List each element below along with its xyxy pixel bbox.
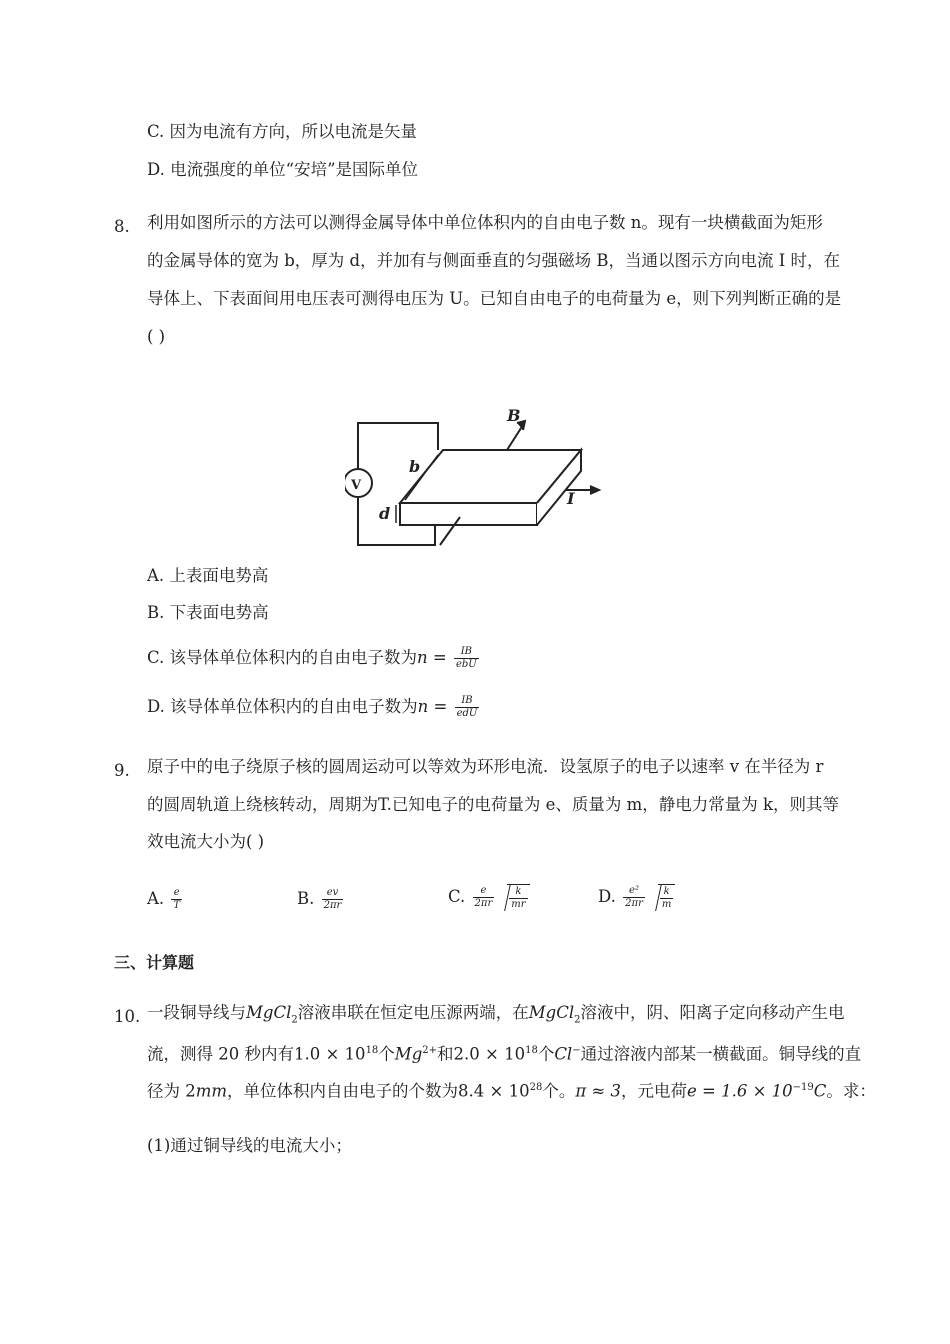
fraction: $\frac{IB}{\text{edU}}$ <box>456 695 478 719</box>
q7-option-c: C. 因为电流有方向，所以电流是矢量 <box>147 122 418 141</box>
q8-number: 8. <box>114 217 130 236</box>
q9-option-c: C. $\frac{e}{2\pi r}$ $\frac{k}{mr}$ <box>448 884 530 911</box>
hall-effect-figure <box>345 405 615 555</box>
label-b: b <box>409 457 421 476</box>
q9-stem-line2: 的圆周轨道上绕核转动，周期为T.已知电子的电荷量为 e、质量为 m，静电力常量为 k，则其等 <box>147 795 839 814</box>
q8-stem-line2: 的金属导体的宽为 b，厚为 d，并加有与侧面垂直的匀强磁场 B，当通以图示方向电流 I 时，在 <box>147 251 840 270</box>
label-B: B <box>507 406 521 425</box>
q9-option-a: A. $\frac{e}{T}$ <box>147 887 181 911</box>
q9-number: 9. <box>114 761 130 780</box>
label-d: d <box>379 504 391 523</box>
q8-option-c: C. 该导体单位体积内的自由电子数为n = $\frac{IB}{\text{ebU}}$ <box>147 646 477 670</box>
q10-stem-line1: 一段铜导线与MgCl$_2$溶液串联在恒定电压源两端，在MgCl$_2$溶液中，阴、阳离子定向移动产生电 <box>147 1003 845 1026</box>
q7-option-d: D. 电流强度的单位“安培”是国际单位 <box>147 160 419 179</box>
q10-number: 10. <box>114 1007 141 1026</box>
section-title: 三、计算题 <box>114 953 195 972</box>
q8-stem-line1: 利用如图所示的方法可以测得金属导体中单位体积内的自由电子数 n。现有一块横截面为矩形 <box>147 213 823 232</box>
voltmeter-label: V <box>351 478 362 493</box>
q10-subquestion-1: (1)通过铜导线的电流大小； <box>147 1136 352 1155</box>
q10-stem-line3: 径为 2mm，单位体积内自由电子的个数为$8.4 \times 10^{28}$个。π ≈ 3，元电荷$e = 1.6 \times 10^{-19}C$。求： <box>147 1081 876 1101</box>
fraction: $\frac{IB}{\text{ebU}}$ <box>455 646 477 670</box>
q8-option-d: D. 该导体单位体积内的自由电子数为n = $\frac{IB}{\text{edU}}$ <box>147 695 478 719</box>
q8-stem-line4: ( ) <box>147 327 166 346</box>
q9-stem-line3: 效电流大小为( ) <box>147 832 265 851</box>
label-I: I <box>567 489 575 508</box>
q8-option-b: B. 下表面电势高 <box>147 603 269 622</box>
q9-option-d: D. $\frac{\text{e²}}{2\pi r}$ $\frac{k}{m}$ <box>598 884 675 911</box>
q9-option-b: B. $\frac{ev}{2\pi r}$ <box>297 887 342 911</box>
q9-stem-line1: 原子中的电子绕原子核的圆周运动可以等效为环形电流．设氢原子的电子以速率 v 在半径为 r <box>147 757 824 776</box>
q8-stem-line3: 导体上、下表面间用电压表可测得电压为 U。已知自由电子的电荷量为 e，则下列判断正确的是 <box>147 289 842 308</box>
q8-option-a: A. 上表面电势高 <box>147 566 269 585</box>
q10-stem-line2: 流，测得 20 秒内有$1.0 \times 10^{18}$个$Mg^{2+}$和$2.0 \times 10^{18}$个Cl−通过溶液内部某一横截面。铜导线的直 <box>147 1044 862 1064</box>
